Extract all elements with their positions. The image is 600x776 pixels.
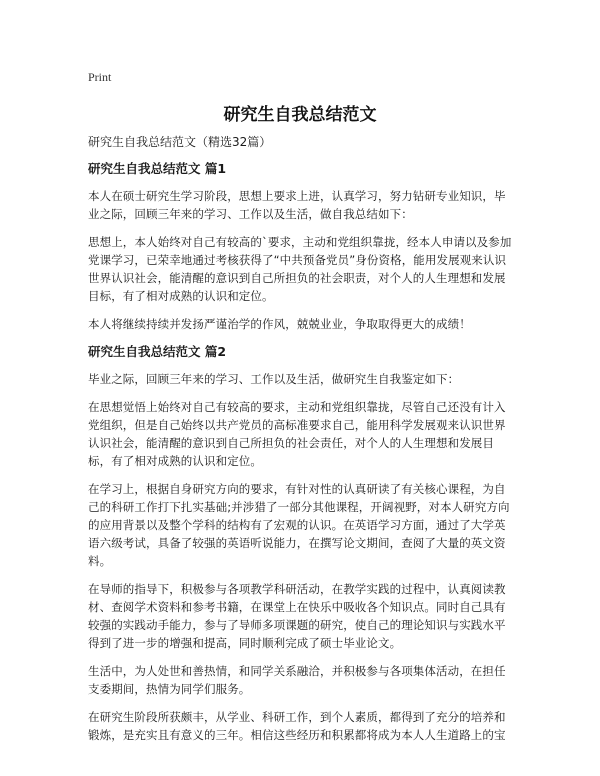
paragraph: 在学习上，根据自身研究方向的要求，有针对性的认真研读了有关核心课程，为自己的科研工作打下扎实基础;并涉猎了一部分其他课程，开阔视野，对本人研究方向的应用背景以及整个学科的结构有了宏观的认识。在英语学习方面，通过了大学英语六级考试，具备了较强的英语听说能力，在撰写论文期间，查阅了大量的英文资料。 bbox=[88, 482, 510, 568]
paragraph: 生活中，为人处世和善热情，和同学关系融洽，并积极参与各项集体活动，在担任支委期间，热情为同学们服务。 bbox=[88, 664, 506, 696]
paragraph: 本人将继续持续并发扬严谨治学的作风，兢兢业业，争取取得更大的成绩！ bbox=[88, 317, 471, 331]
paragraph: 毕业之际，回顾三年来的学习、工作以及生活，做研究生自我鉴定如下： bbox=[88, 372, 460, 386]
page-title: 研究生自我总结范文 bbox=[223, 105, 377, 125]
section-heading: 研究生自我总结范文 篇1 bbox=[88, 161, 227, 176]
paragraph: 在思想觉悟上始终对自己有较高的要求，主动和党组织靠拢，尽管自己还没有计入党组织，但是自己始终以共产党员的高标准要求自己，能用科学发展观来认识世界认识社会，能清醒的意识到自己所担负的社会责任，对个人的人生理想和发展目标，有了相对成熟的认识和定位。 bbox=[88, 400, 506, 468]
section-1 bbox=[88, 160, 512, 333]
paragraph: 本人在硕士研究生学习阶段，思想上要求上进，认真学习，努力钻研专业知识，毕业之际，回顾三年来的学习、工作以及生活，做自我总结如下： bbox=[88, 189, 506, 221]
section-2 bbox=[88, 343, 512, 744]
document-subtitle: 研究生自我总结范文（精选32篇） bbox=[88, 135, 272, 149]
print-label[interactable]: Print bbox=[88, 70, 112, 84]
paragraph: 在研究生阶段所获颇丰，从学业、科研工作，到个人素质，都得到了充分的培养和锻炼，是充实且有意义的三年。相信这些经历和积累都将成为本人人生道路上的宝 bbox=[88, 710, 506, 742]
document-body bbox=[88, 133, 512, 754]
section-heading: 研究生自我总结范文 篇2 bbox=[88, 344, 227, 359]
paragraph: 在导师的指导下，积极参与各项教学科研活动，在教学实践的过程中，认真阅读教材、查阅学术资料和参考书籍，在课堂上在快乐中吸收各个知识点。同时自己具有较强的实践动手能力，参与了导师多项课题的研究，使自己的理论知识与实践水平得到了进一步的增强和提高，同时顺利完成了硕士毕业论文。 bbox=[88, 582, 506, 650]
paragraph: 思想上，本人始终对自己有较高的`要求，主动和党组织靠拢，经本人申请以及参加党课学习，已荣幸地通过考核获得了“中共预备党员”身份资格，能用发展观来认识世界认识社会，能清醒的意识到自己所担负的社会职责，对个人的人生理想和发展目标，有了相对成熟的认识和定位。 bbox=[88, 235, 512, 303]
